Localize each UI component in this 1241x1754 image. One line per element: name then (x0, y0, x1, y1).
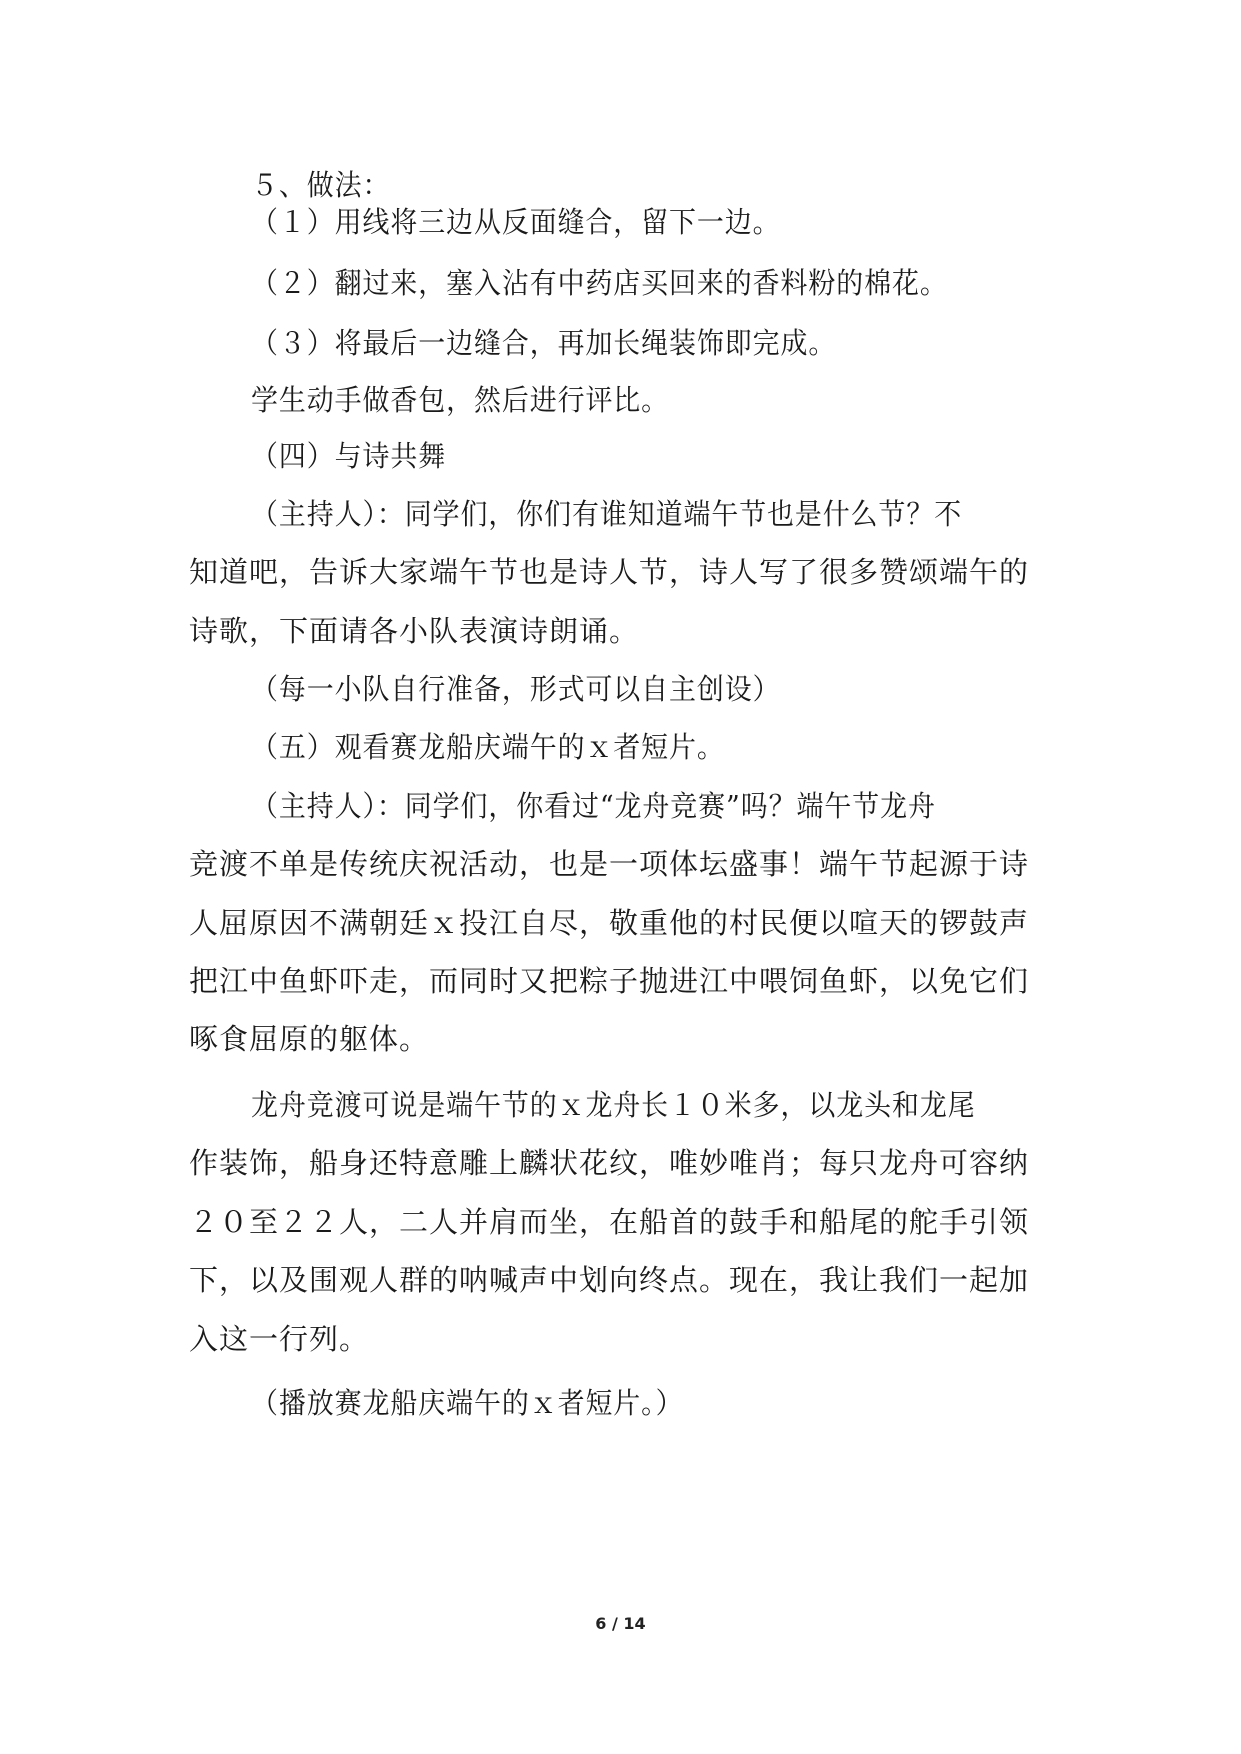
heading-method: ５、做法： (251, 168, 391, 202)
paragraph-line: 作装饰，船身还特意雕上麟状花纹，唯妙唯肖；每只龙舟可容纳 (189, 1146, 1030, 1180)
step-2: （２）翻过来，塞入沾有中药店买回来的香料粉的棉花。 (251, 266, 948, 300)
paragraph-line: 啄食屈原的躯体。 (189, 1022, 430, 1056)
paragraph-line: 龙舟竞渡可说是端午节的ｘ龙舟长１０米多，以龙头和龙尾 (251, 1088, 976, 1122)
paragraph-line: 下，以及围观人群的呐喊声中划向终点。现在，我让我们一起加 (189, 1263, 1030, 1297)
step-1: （１）用线将三边从反面缝合，留下一边。 (251, 205, 781, 239)
paragraph-line: （主持人）：同学们，你看过“龙舟竞赛”吗？端午节龙舟 (251, 789, 936, 823)
paragraph-line: 把江中鱼虾吓走，而同时又把粽子抛进江中喂饲鱼虾，以免它们 (189, 964, 1030, 998)
paragraph-line: 竞渡不单是传统庆祝活动，也是一项体坛盛事！端午节起源于诗 (189, 847, 1030, 881)
section-heading-5: （五）观看赛龙船庆端午的ｘ者短片。 (251, 730, 725, 764)
page-number: 6 / 14 (595, 1614, 646, 1633)
paragraph-line: ２０至２２人，二人并肩而坐，在船首的鼓手和船尾的舵手引领 (189, 1205, 1030, 1239)
paragraph-line: 诗歌，下面请各小队表演诗朗诵。 (189, 614, 640, 648)
paragraph-line: （播放赛龙船庆端午的ｘ者短片。） (251, 1386, 684, 1420)
section-heading-4: （四）与诗共舞 (251, 439, 447, 473)
paragraph-line: 人屈原因不满朝廷ｘ投江自尽，敬重他的村民便以喧天的锣鼓声 (189, 906, 1030, 940)
paragraph-line: 学生动手做香包，然后进行评比。 (251, 383, 670, 417)
paragraph-line: （每一小队自行准备，形式可以自主创设） (251, 672, 781, 706)
paragraph-line: 入这一行列。 (189, 1322, 370, 1356)
step-3: （３）将最后一边缝合，再加长绳装饰即完成。 (251, 326, 837, 360)
paragraph-line: 知道吧，告诉大家端午节也是诗人节，诗人写了很多赞颂端午的 (189, 555, 1030, 589)
paragraph-line: （主持人）：同学们，你们有谁知道端午节也是什么节？不 (251, 497, 963, 531)
